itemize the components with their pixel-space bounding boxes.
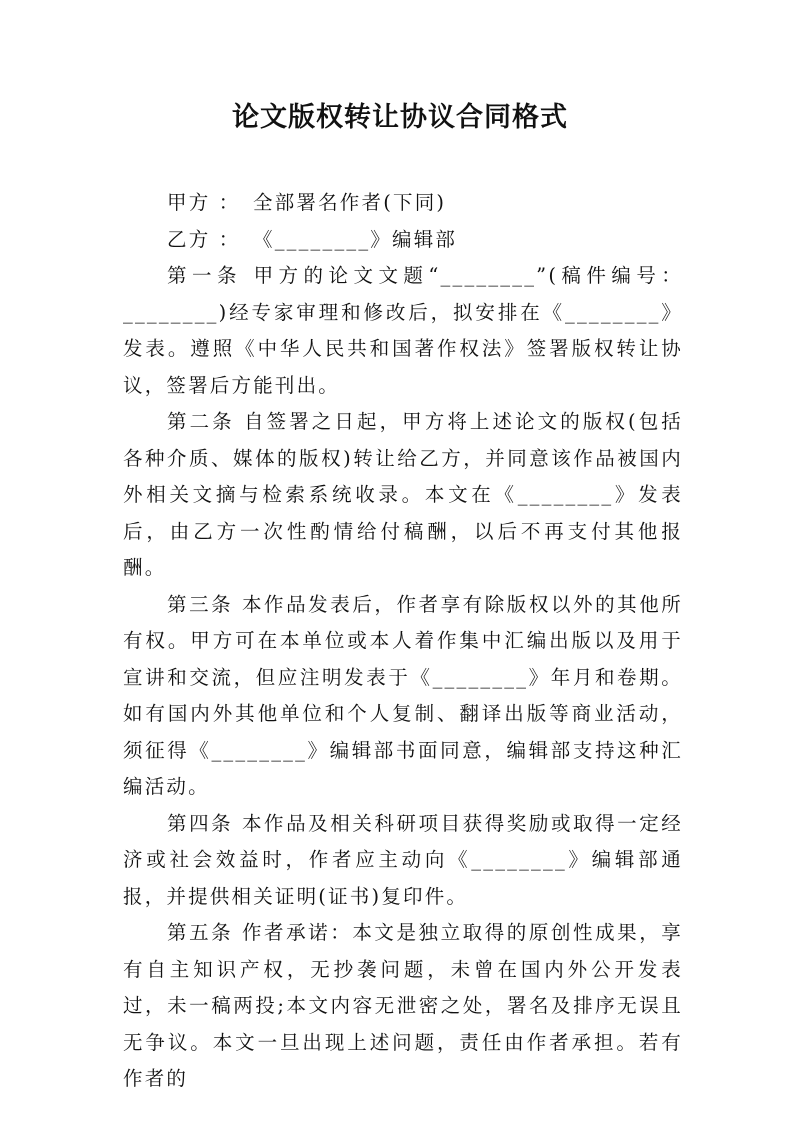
clause-1: 第一条 甲方的论文文题“________”(稿件编号：________)经专家审理和修改后，拟安排在《________》发表。遵照《中华人民共和国著作权法》签署版权转让协议，签署后方能刊出。 xyxy=(123,264,683,397)
party-a-label: 甲方 ： xyxy=(167,191,241,214)
clause-5: 第五条 作者承诺：本文是独立取得的原创性成果，享有自主知识产权，无抄袭问题，未曾在国内外公开发表过，未一稿两投;本文内容无泄密之处，署名及排序无误且无争议。本文一旦出现上述问题，责任由作者承担。若有作者的 xyxy=(123,921,683,1090)
document-body xyxy=(123,185,683,1098)
clause-3: 第三条 本作品发表后，作者享有除版权以外的其他所有权。甲方可在本单位或本人着作集中汇编出版以及用于宣讲和交流，但应注明发表于《________》年月和卷期。如有国内外其他单位和个人复制、翻译出版等商业活动，须征得《________》编辑部书面同意，编辑部支持这种汇编活动。 xyxy=(123,592,683,798)
party-b-line xyxy=(123,222,683,259)
party-b-label: 乙方 ： xyxy=(167,227,241,251)
clause-2: 第二条 自签署之日起，甲方将上述论文的版权(包括各种介质、媒体的版权)转让给乙方，并同意该作品被国内外相关文摘与检索系统收录。本文在《________》发表后，由乙方一次性酌情给付稿酬，以后不再支付其他报酬。 xyxy=(123,410,683,579)
party-a-line xyxy=(123,185,683,222)
party-a-value: 全部署名作者(下同) xyxy=(253,191,447,214)
document-title: 论文版权转让协议合同格式 xyxy=(232,102,568,133)
party-b-value: 《________》编辑部 xyxy=(253,227,458,251)
clause-4: 第四条 本作品及相关科研项目获得奖励或取得一定经济或社会效益时，作者应主动向《________》编辑部通报，并提供相关证明(证书)复印件。 xyxy=(123,811,683,908)
